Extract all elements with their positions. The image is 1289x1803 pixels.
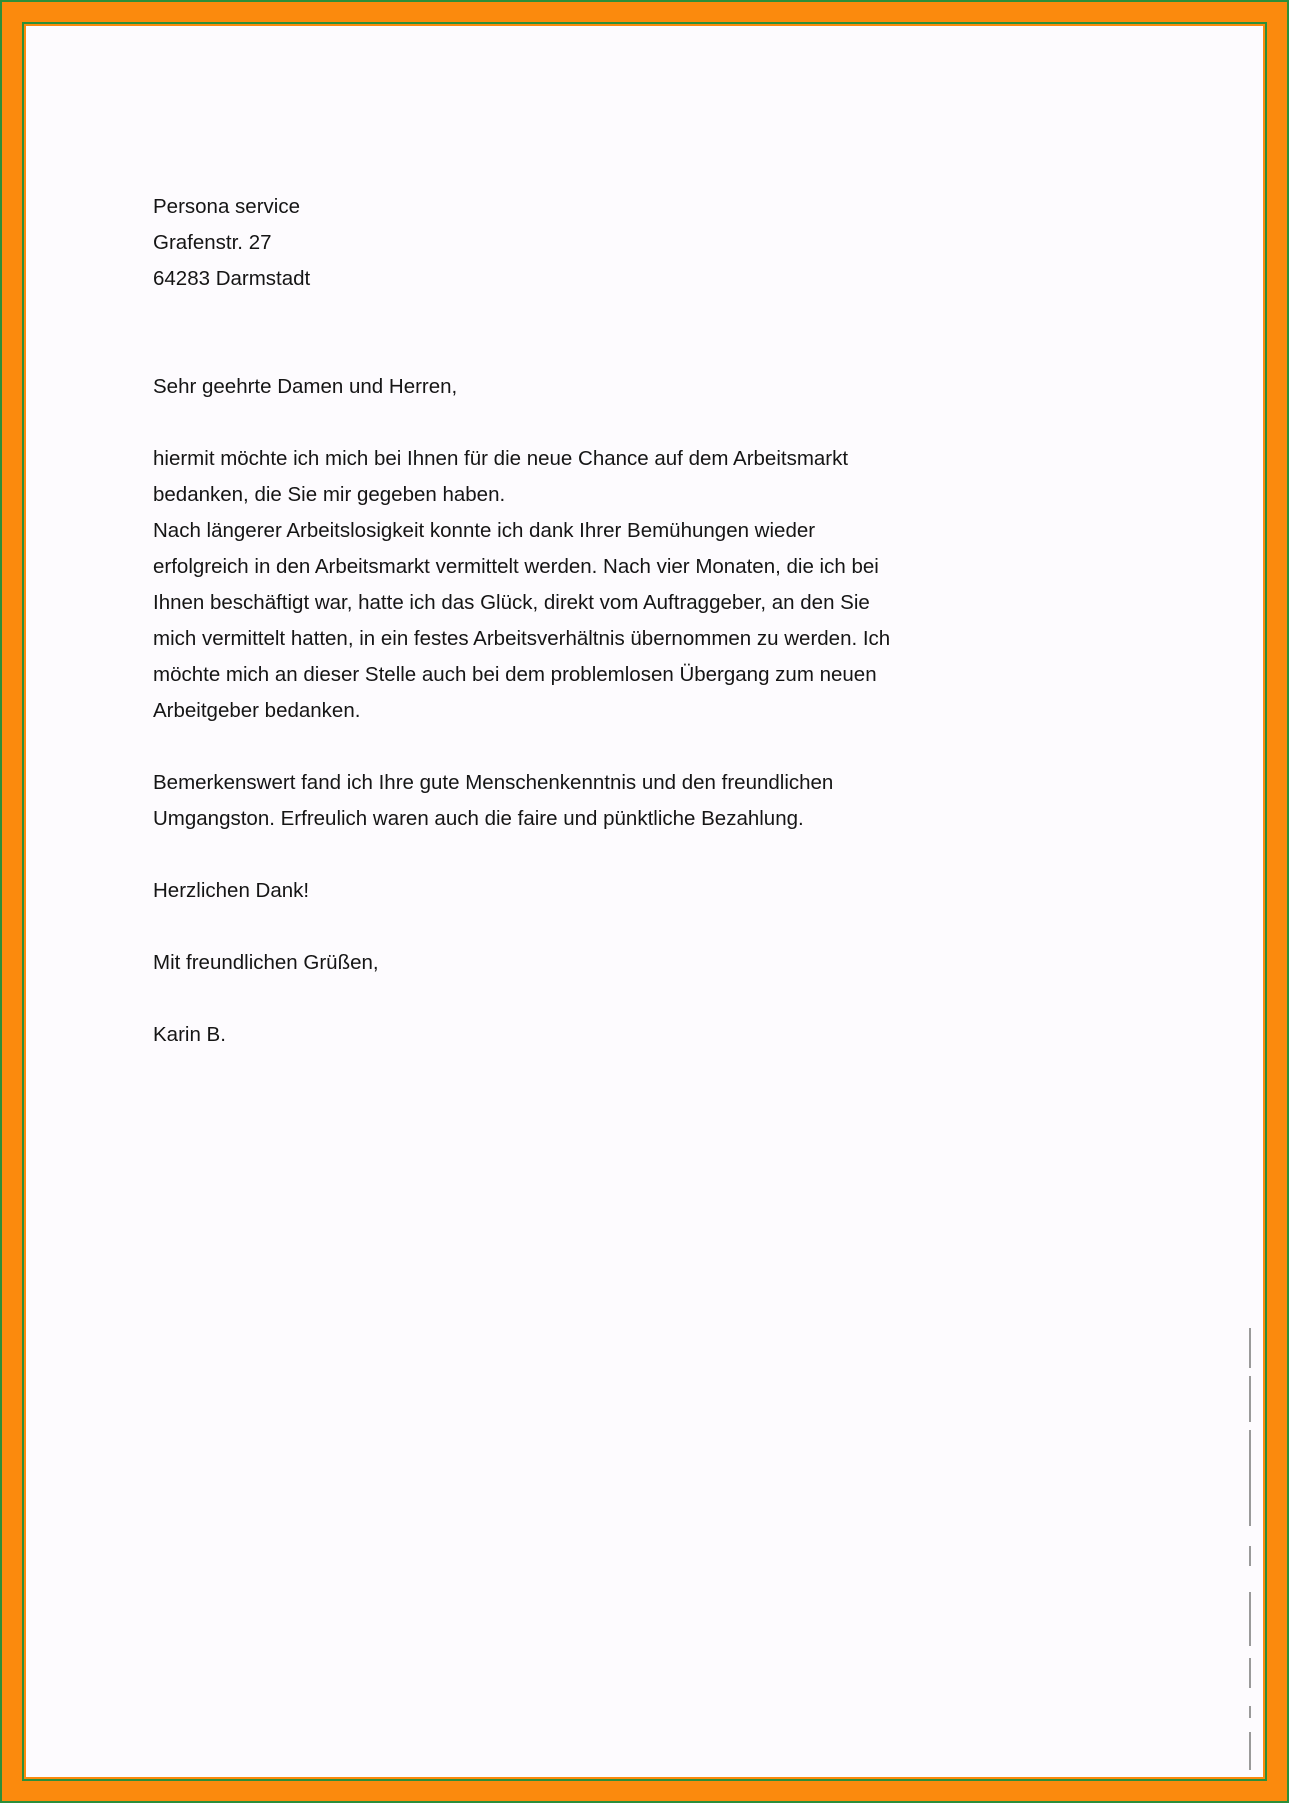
paragraph-line: erfolgreich in den Arbeitsmarkt vermittelt werden. Nach vier Monaten, die ich bei <box>153 555 879 578</box>
paragraph-line: mich vermittelt hatten, in ein festes Arbeitsverhältnis übernommen zu werden. Ich <box>153 627 891 650</box>
letter-body <box>153 189 953 1053</box>
recipient-city: 64283 Darmstadt <box>153 267 311 290</box>
closing-line: Mit freundlichen Grüßen, <box>153 951 379 974</box>
salutation: Sehr geehrte Damen und Herren, <box>153 375 458 398</box>
paragraph-line: hiermit möchte ich mich bei Ihnen für die neue Chance auf dem Arbeitsmarkt <box>153 447 849 470</box>
scan-artifact-mark <box>1249 1706 1251 1718</box>
paragraph-2 <box>153 765 953 837</box>
scan-artifact-mark <box>1249 1732 1251 1770</box>
scan-artifact-mark <box>1249 1430 1251 1526</box>
thanks-line: Herzlichen Dank! <box>153 879 310 902</box>
letter-page <box>26 26 1263 1777</box>
recipient-name: Persona service <box>153 195 300 218</box>
paragraph-line: Bemerkenswert fand ich Ihre gute Menschenkenntnis und den freundlichen <box>153 771 834 794</box>
paragraph-line: Umgangston. Erfreulich waren auch die faire und pünktliche Bezahlung. <box>153 807 804 830</box>
scan-artifact-mark <box>1249 1658 1251 1688</box>
recipient-address <box>153 189 953 297</box>
scan-artifact-mark <box>1249 1546 1251 1566</box>
paragraph-line: bedanken, die Sie mir gegeben haben. <box>153 483 506 506</box>
signature-name: Karin B. <box>153 1023 226 1046</box>
paragraph-line: möchte mich an dieser Stelle auch bei dem problemlosen Übergang zum neuen <box>153 663 877 686</box>
paragraph-line: Ihnen beschäftigt war, hatte ich das Glück, direkt vom Auftraggeber, an den Sie <box>153 591 870 614</box>
recipient-street: Grafenstr. 27 <box>153 231 272 254</box>
paragraph-1 <box>153 441 953 729</box>
scan-artifact-mark <box>1249 1376 1251 1422</box>
scan-artifact-mark <box>1249 1592 1251 1646</box>
scan-artifact-mark <box>1249 1328 1251 1368</box>
paragraph-line: Nach längerer Arbeitslosigkeit konnte ich dank Ihrer Bemühungen wieder <box>153 519 816 542</box>
paragraph-line: Arbeitgeber bedanken. <box>153 699 361 722</box>
